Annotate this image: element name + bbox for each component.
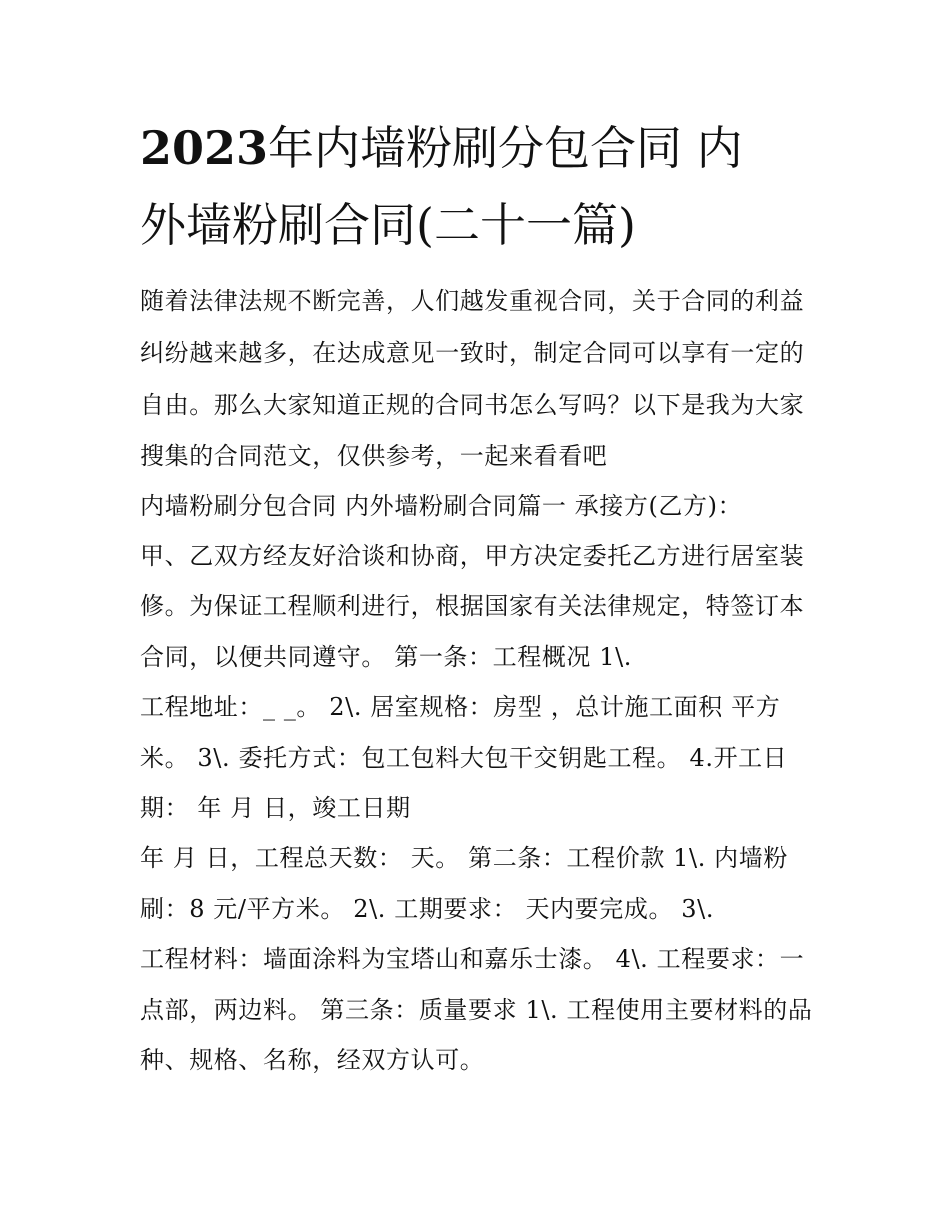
body-line: 甲、乙双方经友好洽谈和协商，甲方决定委托乙方进行居室装 bbox=[140, 542, 805, 570]
body-line: 工程地址：_ _。 2\. 居室规格：房型 ，总计施工面积 平方 bbox=[140, 693, 781, 721]
body-line: 纠纷越来越多，在达成意见一致时，制定合同可以享有一定的 bbox=[140, 339, 805, 367]
body-line: 刷：8 元/平方米。 2\. 工期要求： 天内要完成。 3\. bbox=[140, 895, 715, 923]
body-line: 自由。那么大家知道正规的合同书怎么写吗？以下是我为大家 bbox=[140, 391, 805, 419]
body-line: 米。 3\. 委托方式：包工包料大包干交钥匙工程。 4.开工日 bbox=[140, 744, 788, 772]
body-line: 内墙粉刷分包合同 内外墙粉刷合同篇一 承接方(乙方)： bbox=[140, 492, 743, 520]
body-line: 种、规格、名称，经双方认可。 bbox=[140, 1046, 485, 1074]
document-title-line-2: 外墙粉刷合同(二十一篇) bbox=[140, 198, 636, 252]
document-title-line-1 bbox=[140, 115, 820, 181]
body-line: 期： 年 月 日，竣工日期 bbox=[140, 794, 411, 822]
title-year: 2023 bbox=[140, 121, 269, 175]
body-line: 年 月 日，工程总天数： 天。 第二条：工程价款 1\. 内墙粉 bbox=[140, 844, 788, 872]
body-line: 工程材料：墙面涂料为宝塔山和嘉乐士漆。 4\. 工程要求：一 bbox=[140, 945, 805, 973]
body-line: 搜集的合同范文，仅供参考，一起来看看吧 bbox=[140, 442, 608, 470]
body-line: 修。为保证工程顺利进行，根据国家有关法律规定，特签订本 bbox=[140, 592, 805, 620]
body-line: 随着法律法规不断完善，人们越发重视合同，关于合同的利益 bbox=[140, 287, 805, 315]
title-text-1: 年内墙粉刷分包合同 内 bbox=[268, 121, 743, 175]
body-line: 点部，两边料。 第三条：质量要求 1\. 工程使用主要材料的品 bbox=[140, 996, 813, 1024]
body-line: 合同，以便共同遵守。 第一条：工程概况 1\. bbox=[140, 643, 633, 671]
